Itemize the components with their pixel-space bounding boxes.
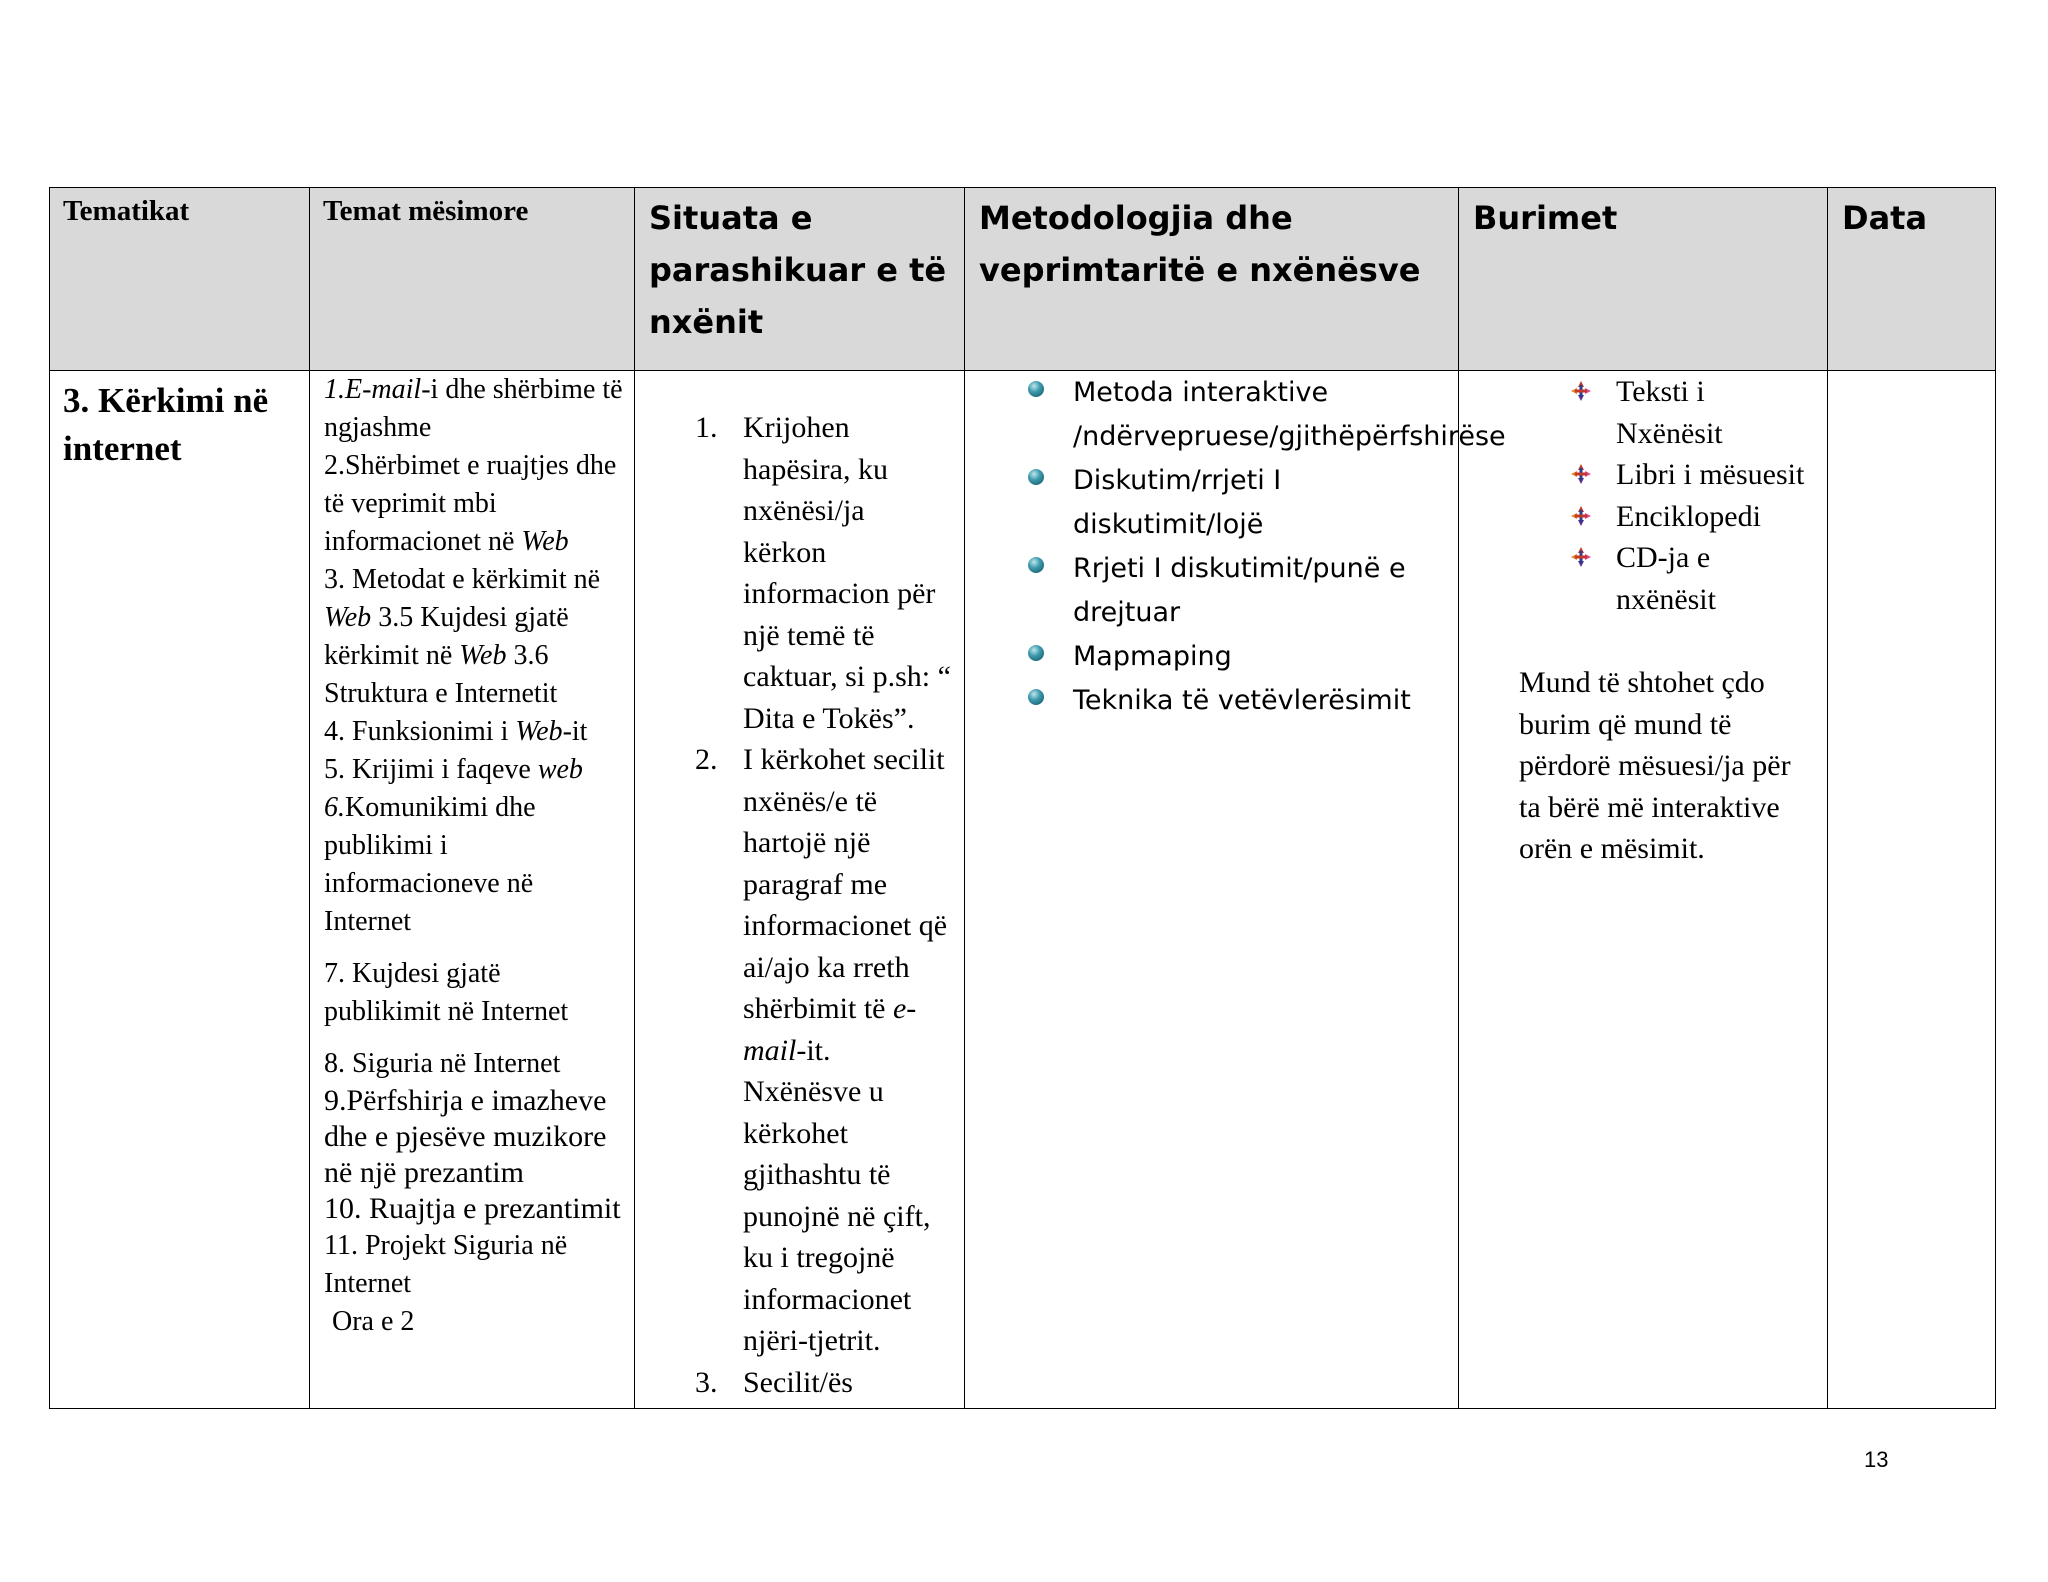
method-item: Mapmaping	[965, 635, 1448, 679]
topic-item: Ora e 2	[332, 1306, 415, 1337]
header-tematikat: Tematikat	[50, 188, 310, 371]
method-item: Rrjeti I diskutimit/punë e drejtuar	[965, 547, 1448, 635]
resource-item: Libri i mësuesit	[1459, 454, 1817, 496]
four-way-arrow-bullet-icon	[1569, 462, 1593, 486]
topic-item: 7. Kujdesi gjatë publikimit në Internet	[324, 958, 569, 1027]
resource-item: Enciklopedi	[1459, 496, 1817, 538]
method-item: Diskutim/rrjeti I diskutimit/lojë	[965, 459, 1448, 547]
topic-item: 4. Funksionimi i Web-it	[324, 716, 588, 747]
resources-note: Mund të shtohet çdo burim që mund të përdorë mësuesi/ja për ta bërë më interaktive orën e mësimit.	[1519, 666, 1791, 865]
topic-item: 5. Krijimi i faqeve web	[324, 754, 583, 785]
temat-cell	[310, 371, 635, 1409]
topic-item: 9.Përfshirja e imazheve dhe e pjesëve muzikore në një prezantim	[324, 1084, 607, 1189]
header-temat-mesimore: Temat mësimore	[310, 188, 635, 371]
four-way-arrow-bullet-icon	[1569, 545, 1593, 569]
situation-item: 1. Krijohen hapësira, ku nxënësi/ja kërkon informacion për një temë të caktuar, si p.sh: “ Dita e Tokës”.	[695, 411, 951, 735]
four-way-arrow-bullet-icon	[1569, 379, 1593, 403]
situation-item: 2. I kërkohet secilit nxënës/e të hartojë një paragraf me informacionet që ai/ajo ka rreth shërbimit të e-mail-it. Nxënësve u kërkohet gjithashtu të punojnë në çift, ku i tregojnë informacionet njëri-tjetrit.	[695, 743, 948, 1357]
topic-item: 2.Shërbimet e ruajtjes dhe të veprimit mbi informacionet në Web	[324, 450, 617, 557]
resource-item: Teksti i Nxënësit	[1459, 371, 1817, 454]
situation-item: 3. Secilit/ës	[695, 1365, 853, 1399]
header-metodologjia: Metodologjia dhe veprimtaritë e nxënësve	[965, 188, 1459, 371]
tematika-title: 3. Kërkimi në internet	[63, 381, 269, 468]
topic-item: 10. Ruajtja e prezantimit	[324, 1192, 621, 1225]
topic-item: 8. Siguria në Internet	[324, 1048, 561, 1079]
teal-sphere-bullet-icon	[1028, 645, 1044, 661]
content-row	[50, 371, 1996, 1409]
page-number: 13	[1864, 1447, 1889, 1472]
teal-sphere-bullet-icon	[1028, 469, 1044, 485]
topic-item: 1.E-mail-i dhe shërbime të ngjashme	[324, 374, 623, 443]
resource-item: CD-ja e nxënësit	[1459, 537, 1817, 620]
curriculum-table	[49, 187, 1996, 1409]
header-situata: Situata e parashikuar e të nxënit	[635, 188, 965, 371]
topic-item: 6.Komunikimi dhe publikimi i informacioneve në Internet	[324, 792, 536, 937]
four-way-arrow-bullet-icon	[1569, 504, 1593, 528]
header-data: Data	[1828, 188, 1996, 371]
method-item: Teknika të vetëvlerësimit	[965, 679, 1448, 723]
situata-cell	[635, 371, 965, 1409]
teal-sphere-bullet-icon	[1028, 381, 1044, 397]
topic-item: 3. Metodat e kërkimit në Web 3.5 Kujdesi gjatë kërkimit në Web 3.6 Struktura e Internetit	[324, 564, 601, 709]
burimet-cell	[1459, 371, 1828, 1409]
tematika-cell	[50, 371, 310, 1409]
data-cell	[1828, 371, 1996, 1409]
method-item: Metoda interaktive /ndërvepruese/gjithëpërfshirëse	[965, 371, 1448, 459]
header-row	[50, 188, 1996, 371]
teal-sphere-bullet-icon	[1028, 689, 1044, 705]
topic-item: 11. Projekt Siguria në Internet	[324, 1230, 568, 1299]
teal-sphere-bullet-icon	[1028, 557, 1044, 573]
header-burimet: Burimet	[1459, 188, 1828, 371]
metodologjia-cell	[965, 371, 1506, 1409]
